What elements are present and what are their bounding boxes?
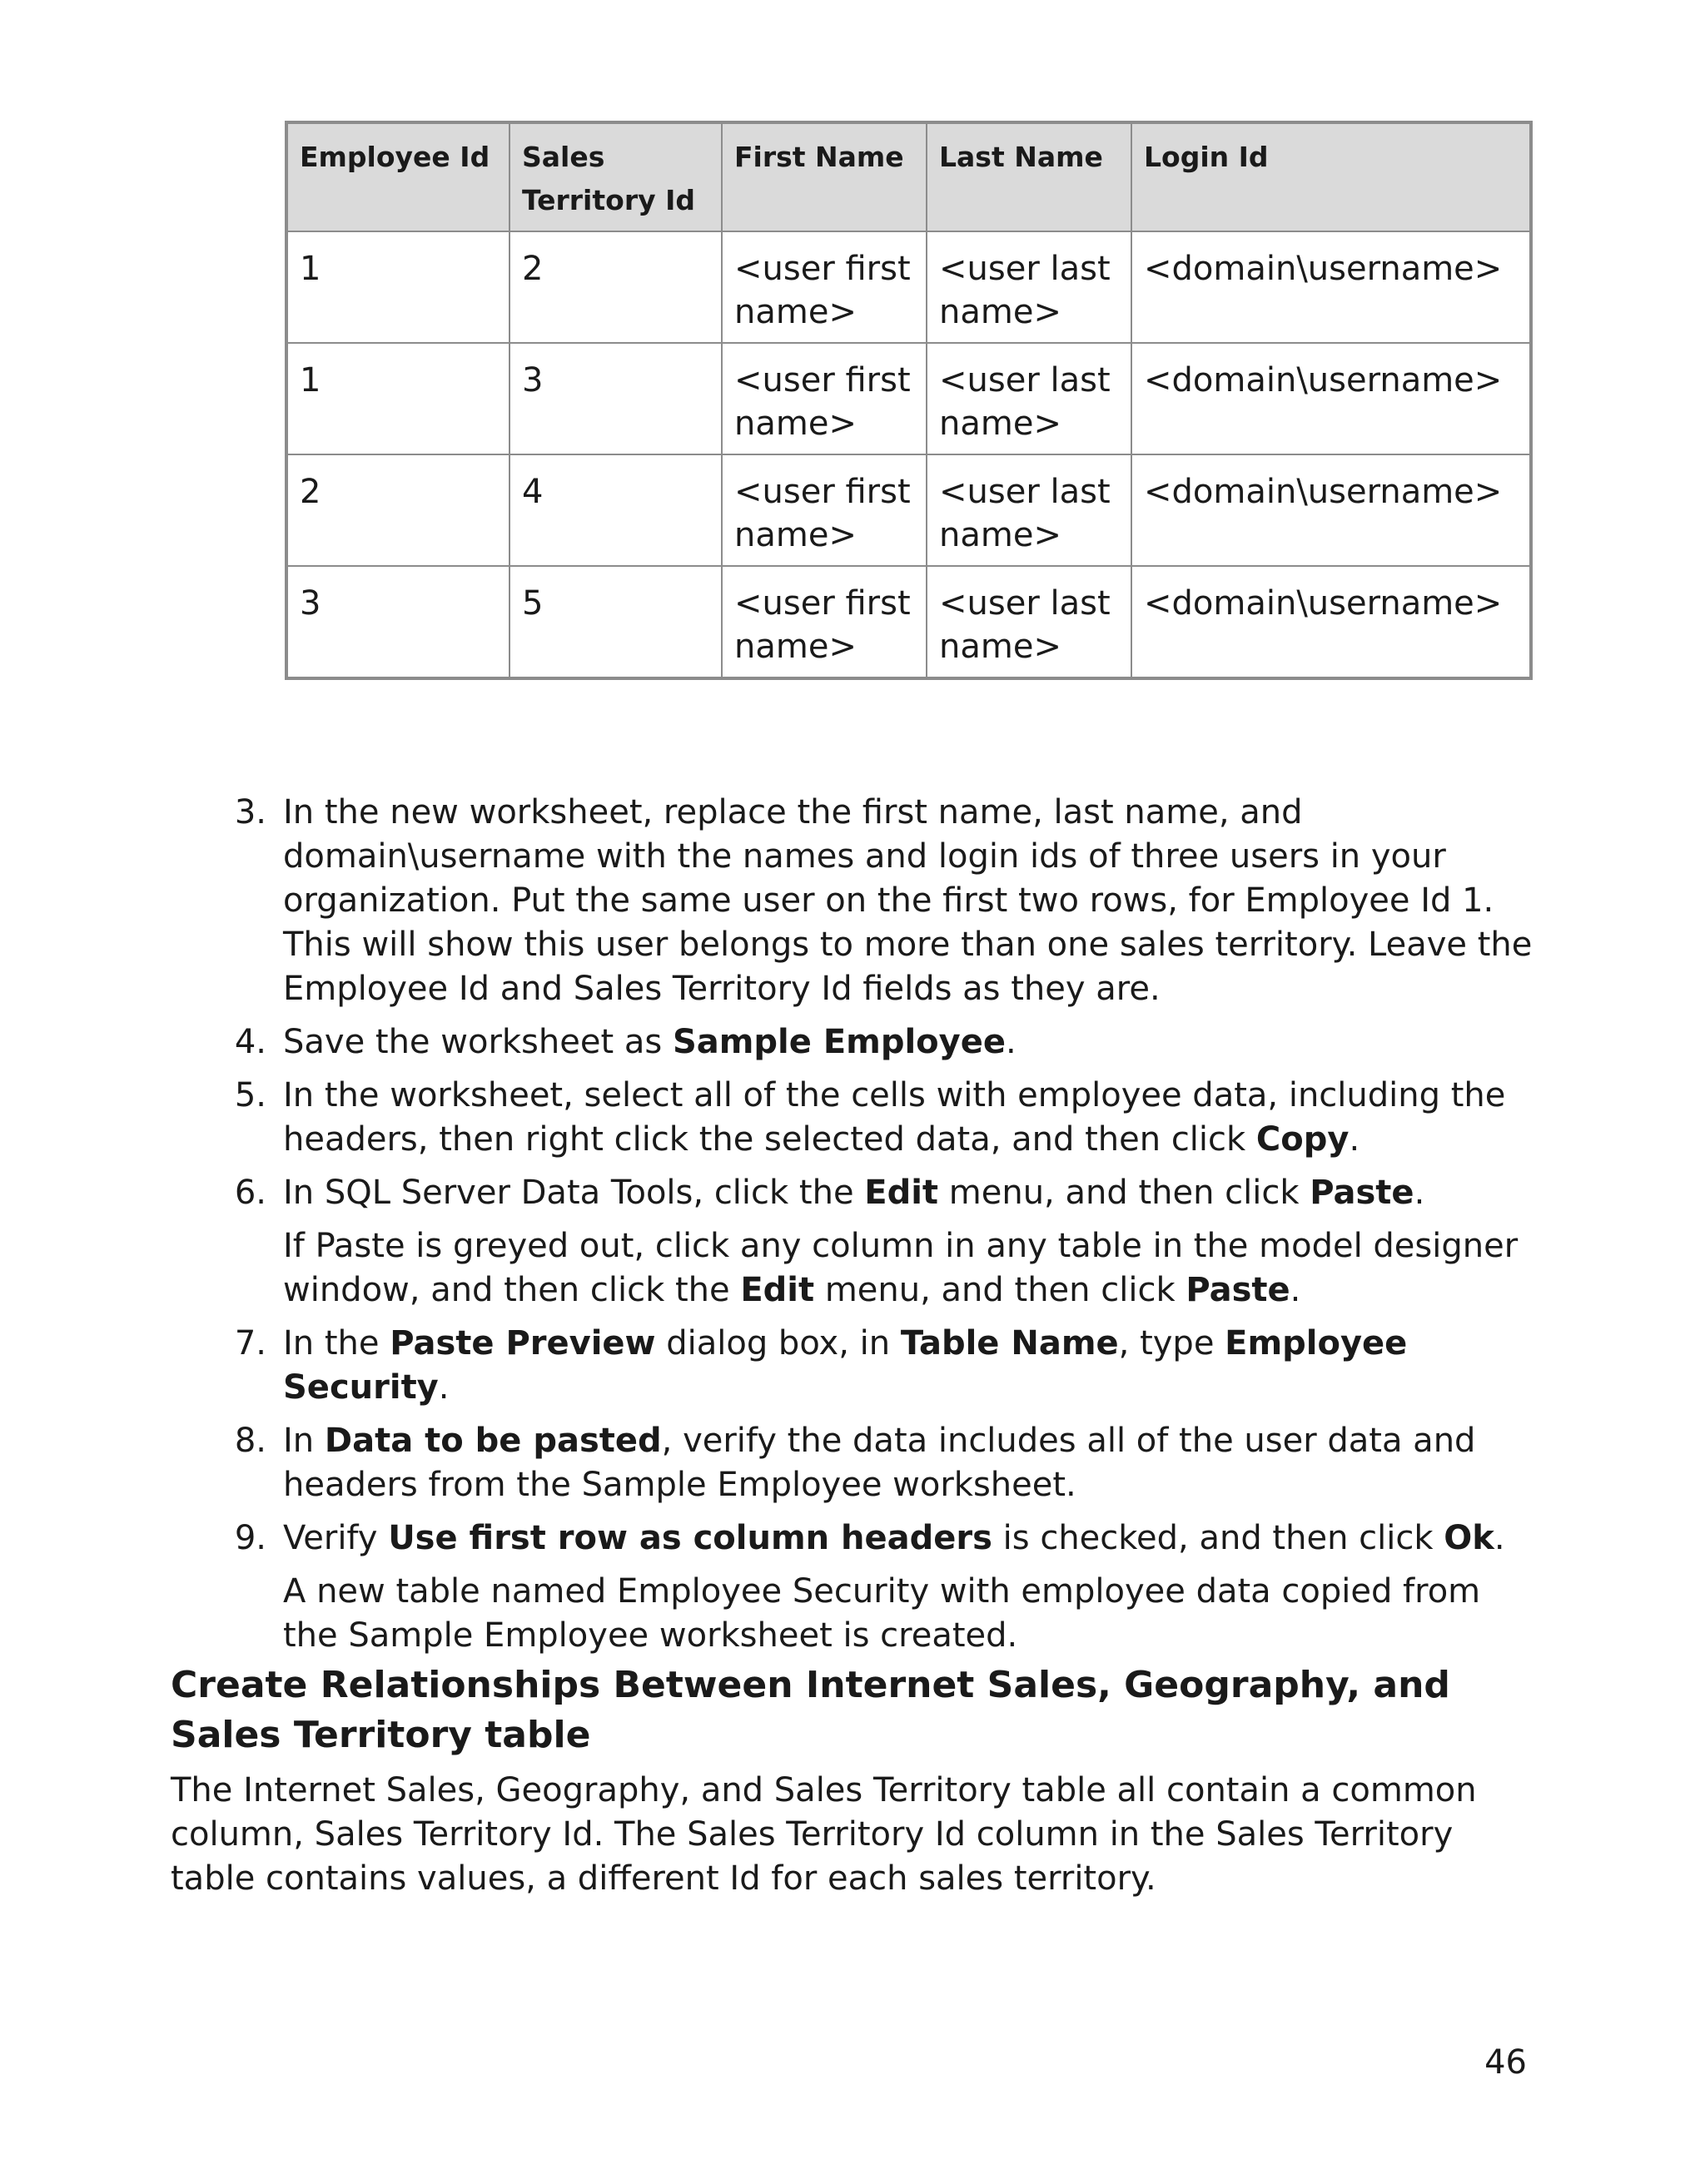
cell-login-id: <domain\username> <box>1131 231 1531 343</box>
table-row <box>286 566 1531 678</box>
emphasis-text: Copy <box>1255 1120 1350 1159</box>
emphasis-text: Paste <box>1186 1271 1290 1309</box>
list-item-number: 4. <box>234 1023 266 1061</box>
cell-first-name: <user first name> <box>722 566 927 678</box>
text-run: . <box>1349 1120 1360 1159</box>
text-run: A new table named Employee Security with employee data copied from the Sample Employee worksheet is created. <box>283 1572 1481 1655</box>
text-run: . <box>1494 1519 1505 1557</box>
list-item-number: 3. <box>234 793 266 831</box>
employee-table <box>285 121 1533 680</box>
emphasis-text: Edit <box>864 1174 939 1212</box>
text-run: menu, and then click <box>814 1271 1186 1309</box>
text-run: . <box>1005 1023 1017 1061</box>
emphasis-text: Employee Security <box>283 1324 1408 1407</box>
cell-login-id: <domain\username> <box>1131 454 1531 566</box>
emphasis-text: Ok <box>1444 1519 1494 1557</box>
list-item-number: 9. <box>234 1519 266 1557</box>
text-run: In the <box>283 1324 390 1363</box>
text-run: In SQL Server Data Tools, click the <box>283 1174 865 1212</box>
emphasis-text: Table Name <box>900 1324 1119 1363</box>
cell-last-name: <user last name> <box>927 343 1131 454</box>
header-first-name: First Name <box>722 122 927 231</box>
text-run: is checked, and then click <box>992 1519 1444 1557</box>
cell-first-name: <user first name> <box>722 343 927 454</box>
list-item <box>223 1171 1538 1215</box>
text-run: . <box>1290 1271 1301 1309</box>
table-row <box>286 231 1531 343</box>
text-run: dialog box, in <box>655 1324 901 1363</box>
cell-employee-id: 3 <box>286 566 510 678</box>
list-item <box>223 1020 1538 1065</box>
cell-employee-id: 1 <box>286 343 510 454</box>
list-item-number: 7. <box>234 1324 266 1363</box>
emphasis-text: Sample Employee <box>672 1023 1006 1061</box>
header-last-name: Last Name <box>927 122 1131 231</box>
cell-sales-territory-id: 5 <box>510 566 722 678</box>
header-sales-territory-id: Sales Territory Id <box>510 122 722 231</box>
text-run: If Paste is greyed out, click any column in any table in the model designer window, and then click the <box>283 1227 1519 1309</box>
emphasis-text: Use first row as column headers <box>388 1519 992 1557</box>
list-item-note <box>283 1224 1538 1313</box>
header-employee-id: Employee Id <box>286 122 510 231</box>
text-run: Save the worksheet as <box>283 1023 673 1061</box>
cell-last-name: <user last name> <box>927 566 1131 678</box>
list-item-text <box>283 1419 1538 1507</box>
list-item <box>223 791 1538 1011</box>
list-item-text <box>283 1020 1538 1065</box>
cell-sales-territory-id: 4 <box>510 454 722 566</box>
cell-sales-territory-id: 2 <box>510 231 722 343</box>
text-run: , verify the data includes all of the user data and headers from the Sample Employee worksheet. <box>283 1422 1476 1504</box>
text-run: Verify <box>283 1519 389 1557</box>
text-run: . <box>1414 1174 1425 1212</box>
list-item-number: 6. <box>234 1174 266 1212</box>
table-row <box>286 343 1531 454</box>
text-run: menu, and then click <box>938 1174 1310 1212</box>
text-run: In the worksheet, select all of the cells with employee data, including the headers, then right click the selected data, and then click <box>283 1076 1506 1159</box>
section-paragraph: The Internet Sales, Geography, and Sales Territory table all contain a common column, Sales Territory Id. The Sales Territory Id column in the Sales Territory table contains values, a different Id for each sales territory. <box>171 1771 1477 1898</box>
list-item <box>223 1516 1538 1561</box>
list-item-text <box>283 1171 1538 1215</box>
text-run: . <box>438 1368 450 1407</box>
cell-login-id: <domain\username> <box>1131 343 1531 454</box>
list-item <box>223 1419 1538 1507</box>
emphasis-text: Paste Preview <box>390 1324 656 1363</box>
text-run: , type <box>1118 1324 1225 1363</box>
list-item-number: 8. <box>234 1422 266 1460</box>
page-number: 46 <box>1484 2043 1527 2082</box>
cell-employee-id: 1 <box>286 231 510 343</box>
list-item-text <box>283 1322 1538 1410</box>
cell-login-id: <domain\username> <box>1131 566 1531 678</box>
section-heading: Create Relationships Between Internet Sales, Geography, and Sales Territory table <box>171 1664 1450 1756</box>
cell-employee-id: 2 <box>286 454 510 566</box>
cell-last-name: <user last name> <box>927 231 1131 343</box>
list-item-text <box>283 791 1538 1011</box>
table-row <box>286 454 1531 566</box>
text-run: In the new worksheet, replace the first name, last name, and domain\username with the names and login ids of three users in your organization. Put the same user on the first two rows, for Employee Id 1. This will show this user belongs to more than one sales territory. Leave the Employee Id and Sales Territory Id fields as they are. <box>283 793 1533 1008</box>
table-header-row <box>286 122 1531 231</box>
numbered-steps-list <box>223 791 1538 1667</box>
cell-first-name: <user first name> <box>722 231 927 343</box>
list-item-note <box>283 1570 1538 1658</box>
emphasis-text: Edit <box>740 1271 815 1309</box>
list-item-text <box>283 1074 1538 1162</box>
cell-first-name: <user first name> <box>722 454 927 566</box>
list-item <box>223 1322 1538 1410</box>
emphasis-text: Paste <box>1310 1174 1414 1212</box>
cell-last-name: <user last name> <box>927 454 1131 566</box>
list-item <box>223 1074 1538 1162</box>
list-item-number: 5. <box>234 1076 266 1114</box>
text-run: In <box>283 1422 325 1460</box>
cell-sales-territory-id: 3 <box>510 343 722 454</box>
emphasis-text: Data to be pasted <box>324 1422 662 1460</box>
list-item-text <box>283 1516 1538 1561</box>
header-login-id: Login Id <box>1131 122 1531 231</box>
